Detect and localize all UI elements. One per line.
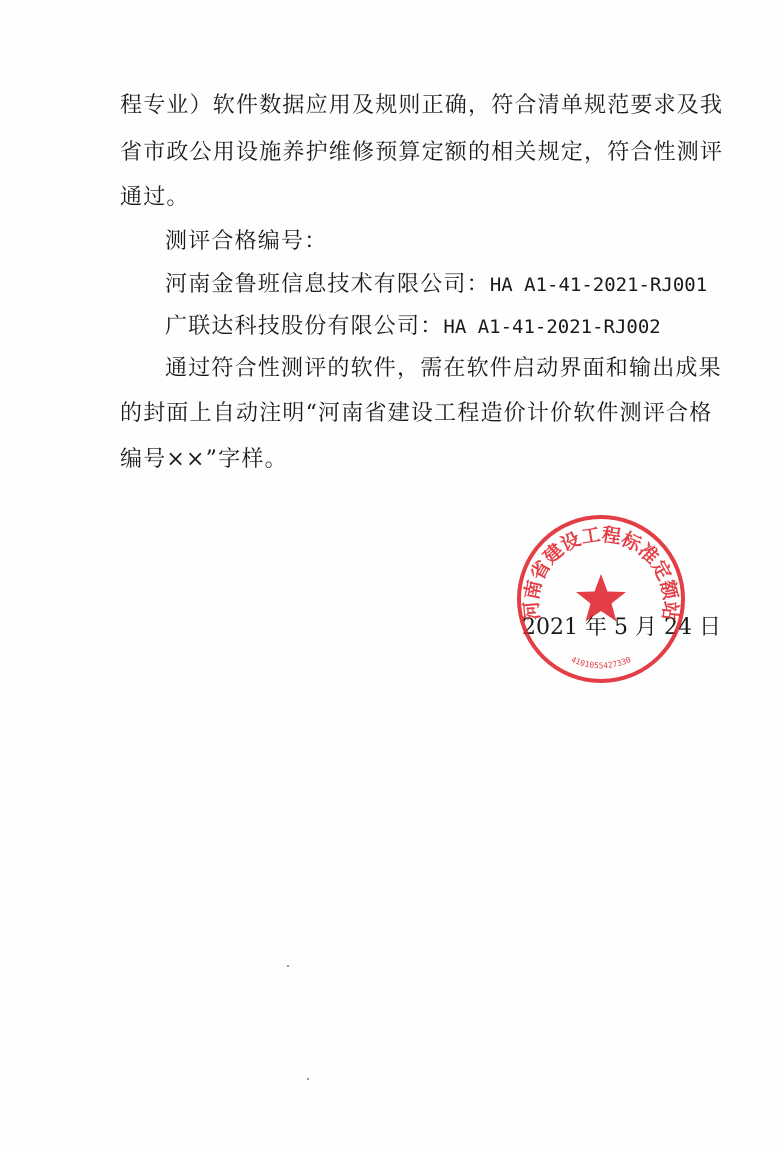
paragraph-line-3: 通过。 [120,185,190,210]
seal-org-text: 河南省建设工程标准定额站 [520,523,682,622]
company-name-1: 河南金鲁班信息技术有限公司： [165,272,490,297]
paragraph-line-2: 省市政公用设施养护维修预算定额的相关规定，符合性测评 [120,140,724,165]
cert-code-1: HA A1-41-2021-RJ001 [489,274,708,296]
cert-entry-1 [165,270,707,300]
cert-entry-2 [165,312,661,342]
official-seal [514,512,688,686]
document-date: 2021 年 5 月 24 日 [522,615,721,640]
seal-serial-text: 4101055427330 [569,655,633,671]
paragraph2-line-1: 通过符合性测评的软件，需在软件启动界面和输出成果 [165,356,722,381]
scan-speck [287,965,289,967]
seal-star-icon [576,574,626,622]
company-name-2: 广联达科技股份有限公司： [165,314,444,339]
cert-code-2: HA A1-41-2021-RJ002 [443,316,661,338]
paragraph-line-1: 程专业）软件数据应用及规则正确，符合清单规范要求及我 [120,93,724,118]
scan-speck [307,1078,309,1080]
paragraph2-line-3: 编号××”字样。 [120,447,288,472]
paragraph2-line-2: 的封面上自动注明“河南省建设工程造价计价软件测评合格 [120,401,713,426]
cert-number-heading: 测评合格编号： [165,229,328,254]
